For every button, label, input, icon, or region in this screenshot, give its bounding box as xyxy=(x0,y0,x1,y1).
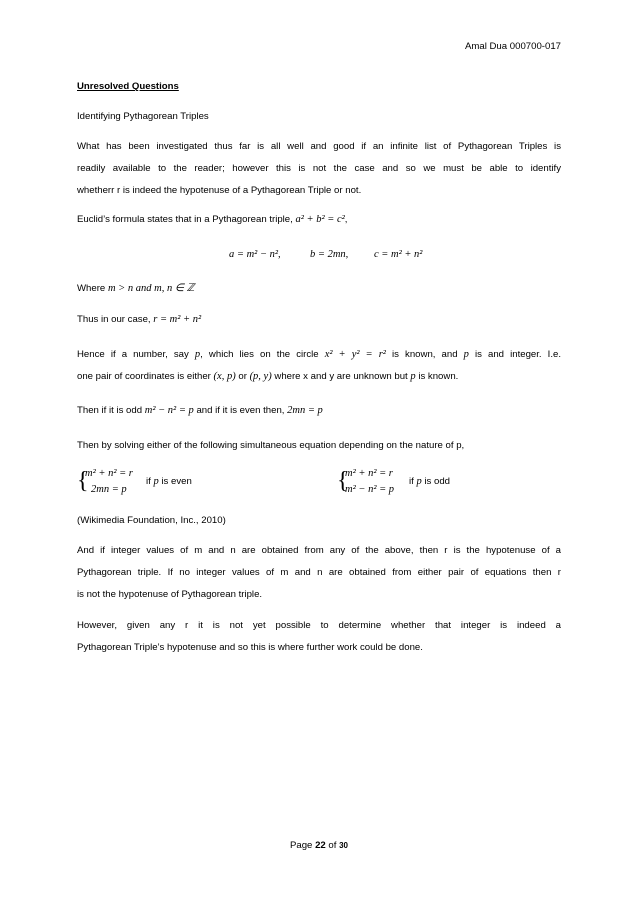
paragraph-line: Hence if a number, say p, which lies on the circle x² + y² = r² is known, and p is and integer. I.e. xyxy=(77,349,561,360)
formula-b: b = 2mn, xyxy=(310,249,349,260)
paragraph-line: one pair of coordinates is either (x, p) or (p, y) where x and y are unknown but p is known. xyxy=(77,371,459,382)
paragraph-line: And if integer values of m and n are obtained from any of the above, then r is the hypotenuse of a xyxy=(77,545,561,556)
system-odd xyxy=(337,466,537,500)
section-heading: Unresolved Questions xyxy=(77,81,179,92)
thus-prefix: Thus in our case, xyxy=(77,314,151,325)
even-equation: 2mn = p xyxy=(287,405,323,416)
pythagoras-formula: a² + b² = c² xyxy=(295,214,345,225)
system-even-eq2: 2mn = p xyxy=(91,484,127,495)
euclid-line xyxy=(77,214,347,225)
where-prefix: Where xyxy=(77,283,106,294)
current-page: 22 xyxy=(315,840,326,851)
solve-line: Then by solving either of the following simultaneous equation depending on the nature of p, xyxy=(77,440,465,451)
thus-math: r = m² + n² xyxy=(153,314,202,325)
paragraph-line: Pythagorean Triple’s hypotenuse and so this is where further work could be done. xyxy=(77,642,423,653)
where-line xyxy=(77,282,194,294)
citation: (Wikimedia Foundation, Inc., 2010) xyxy=(77,515,226,526)
system-even-label: if p is even xyxy=(146,476,192,487)
formula-a: a = m² − n², xyxy=(229,249,281,260)
system-odd-eq2: m² − n² = p xyxy=(345,484,395,495)
thus-line xyxy=(77,314,201,325)
left-brace-icon: { xyxy=(77,468,89,494)
paragraph-line: What has been investigated thus far is all well and good if an infinite list of Pythagorean Triples is xyxy=(77,141,561,152)
left-brace-icon: { xyxy=(337,468,349,494)
euclid-text: Euclid’s formula states that in a Pythagorean triple, xyxy=(77,214,293,225)
system-even xyxy=(77,466,277,500)
paragraph-line: is not the hypotenuse of Pythagorean triple. xyxy=(77,589,263,600)
system-odd-label: if p is odd xyxy=(409,476,450,487)
paragraph-line: readily available to the reader; however this is not the case and so we must be able to identify xyxy=(77,163,561,174)
paragraph-line: whetherr r is indeed the hypotenuse of a Pythagorean Triple or not. xyxy=(77,185,362,196)
system-even-eq1: m² + n² = r xyxy=(85,468,133,479)
total-pages: 30 xyxy=(339,841,348,850)
paragraph-line: Pythagorean triple. If no integer values of m and n are obtained from either pair of equations then r xyxy=(77,567,561,578)
page-footer: Page 22 of 30 xyxy=(289,840,348,851)
where-math: m > n and m, n ∈ ℤ xyxy=(107,283,195,294)
odd-even-line: Then if it is odd m² − n² = p and if it is even then, 2mn = p xyxy=(77,405,323,416)
system-odd-eq1: m² + n² = r xyxy=(345,468,393,479)
paragraph-line: However, given any r it is not yet possible to determine whether that integer is indeed a xyxy=(77,620,561,631)
subheading: Identifying Pythagorean Triples xyxy=(77,111,209,122)
euclid-comma: , xyxy=(344,214,348,225)
header-author: Amal Dua 000700-017 xyxy=(464,41,561,52)
formula-c: c = m² + n² xyxy=(374,249,423,260)
odd-equation: m² − n² = p xyxy=(144,405,194,416)
